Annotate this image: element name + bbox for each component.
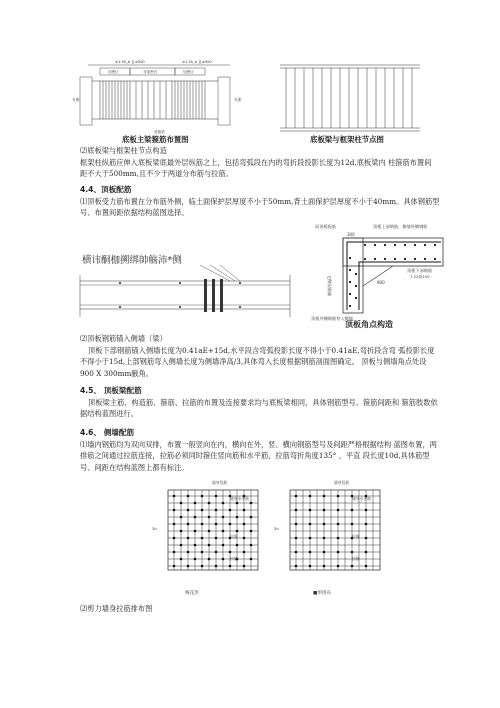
- svg-text:加密区: 加密区: [183, 70, 194, 74]
- svg-text:拉筋: 拉筋: [230, 534, 238, 539]
- svg-text:≥1.5h_b 且≥500: ≥1.5h_b 且≥500: [115, 60, 145, 64]
- svg-text:墙身水平筋: 墙身水平筋: [230, 496, 249, 501]
- svg-text:拉筋: 拉筋: [352, 556, 360, 561]
- item3-title: ⑵剪力墙身拉筋排布图: [80, 604, 153, 613]
- section-4-6-text: ⑴墙内钢筋均为双向双排，布置一般竖向在内，横向在外，竖、横向钢筋型号及间距严格根据结构 蓝图布置，两排筋之间通过拉筋连接，拉筋必须同时箍住竖向筋和水平筋，拉筋弯折角度135° ，平直 段长度10d,具体筋型号、间距在结构蓝图上都有标注。: [80, 440, 437, 472]
- side-wall-anchor-figure: [80, 245, 290, 325]
- svg-text:900: 900: [377, 280, 385, 285]
- section-4-4-text: ⑴顶板受力筋布置在分布筋外侧，临土面保护层厚度不小于50mm,背土面保护层厚度不小于40mm。具体钢筋型号、布置间距依据结构蓝图选择。: [80, 197, 440, 218]
- wall-tie-square-figure: [272, 478, 392, 576]
- svg-text:墙身竖筋: 墙身竖筋: [334, 480, 350, 485]
- svg-text:顶板外侧钢筋弯入侧墙: 顶板外侧钢筋弯入侧墙: [311, 316, 353, 321]
- svg-text:加密区: 加密区: [108, 70, 119, 74]
- item1-title: ⑵底板梁与框架柱节点构造: [80, 146, 167, 155]
- bottom-caption-left: 梅花形: [185, 591, 199, 596]
- section-4-4-title: 4.4、顶板配筋: [80, 185, 132, 194]
- svg-text:2h: 2h: [152, 526, 157, 531]
- svg-text:300: 300: [347, 232, 355, 237]
- svg-text:顶板上部钢筋、侧墙外侧钢筋: 顶板上部钢筋、侧墙外侧钢筋: [373, 224, 428, 229]
- top-left-figure: [70, 55, 250, 135]
- section-4-6-title: 4.6、 侧墙配筋: [80, 428, 135, 437]
- svg-text:拉筋: 拉筋: [230, 556, 238, 561]
- svg-text:墙身竖筋: 墙身竖筋: [212, 480, 228, 485]
- section-4-5-text: 顶板梁主筋、构造筋、箍筋、拉筋的布置及连接要求均与底板梁相同，具体钢筋型号、箍筋间距和 箍筋肢数依据结构蓝图进行。: [80, 398, 438, 419]
- top-left-caption: 底板主梁箍筋布置图: [122, 135, 189, 144]
- svg-text:2h: 2h: [274, 526, 279, 531]
- svg-text:拉筋: 拉筋: [352, 534, 360, 539]
- svg-text:非加密区: 非加密区: [143, 70, 158, 74]
- svg-text:≥1.5h_b 且≥500: ≥1.5h_b 且≥500: [182, 60, 212, 64]
- svg-text:同顶板配筋: 同顶板配筋: [315, 224, 336, 229]
- svg-text:支座: 支座: [72, 97, 80, 102]
- bottom-caption-right: ■形排布: [313, 591, 332, 596]
- roof-corner-figure: [305, 218, 455, 323]
- top-right-caption: 底板梁与框架柱节点图: [310, 135, 384, 144]
- item2-text: 顶板下部钢筋锚入侧墙长度为0.41aE+15d,水平段含弯弧投影长度不得小于0.41aE,弯折段含弯 弧投影长度不得小于15d,上部钢筋弯入侧墙长度为侧墙净高/3,具体弯入长度根据钢筋剖面图确定。 顶板与侧墙角点处设900 X 300mm腋角。: [80, 346, 435, 378]
- svg-text:7 22@150: 7 22@150: [410, 274, 430, 279]
- svg-text:底板梁: 底板梁: [154, 130, 165, 134]
- svg-text:支座: 支座: [234, 97, 242, 102]
- item2-title: ⑵顶板钢筋锚入侧墙（梁）: [80, 334, 167, 343]
- svg-text:墙身水平筋: 墙身水平筋: [352, 496, 371, 501]
- section-4-5-title: 4.5、 顶板梁配筋: [80, 386, 142, 395]
- item1-text: 框架柱纵筋应伸入底板梁底最外层纵筋之上，包括弯弧段在内的弯折段投影长度为12d,底板梁内 柱箍筋布置间距不大于500mm,且不少于两道分布筋与拉筋。: [80, 158, 432, 179]
- top-right-figure: [270, 60, 430, 135]
- svg-text:侧墙净高/3: 侧墙净高/3: [327, 276, 332, 296]
- roof-corner-caption: 顶板角点构造: [345, 320, 393, 329]
- wall-tie-quincunx-figure: [150, 478, 270, 576]
- svg-text:顶板下部钢筋: 顶板下部钢筋: [407, 268, 433, 273]
- svg-text:横讳酮枷搠绑帥觞沛*侧: 横讳酮枷搠绑帥觞沛*侧: [82, 255, 182, 266]
